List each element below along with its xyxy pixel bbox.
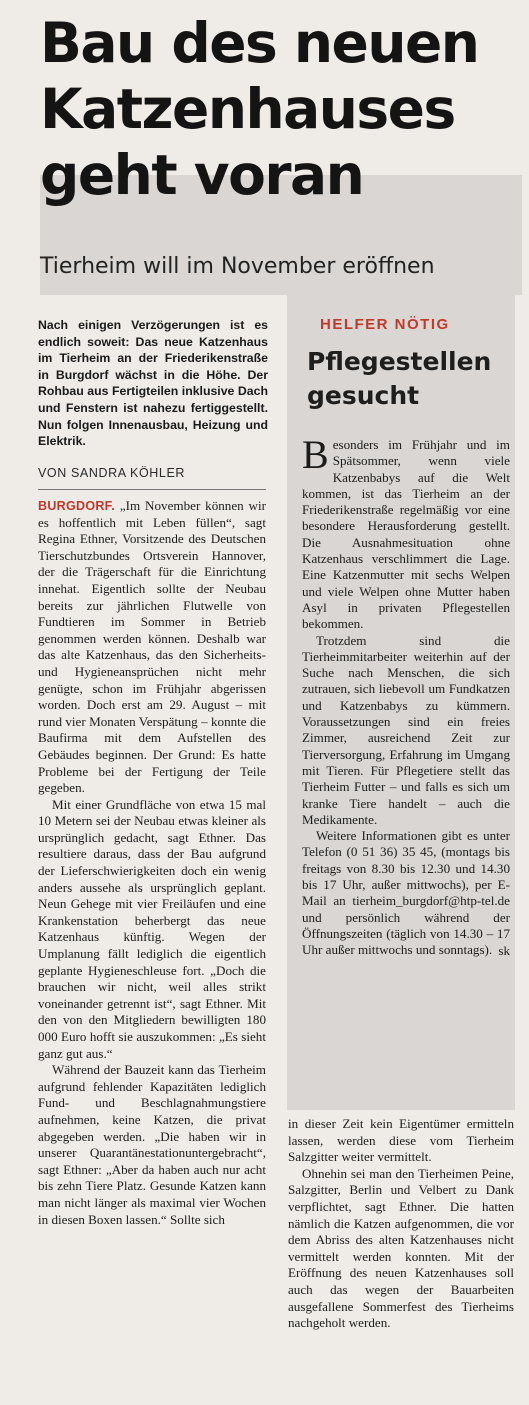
sidebar-text (302, 432, 510, 959)
sidebar-title (307, 345, 507, 413)
article-paragraph: in dieser Zeit kein Eigentümer ermitteln lassen, werden diese vom Tierheim Salzgitter weiter vermittelt. (288, 1116, 514, 1165)
paragraph-text: „Im November können wir es hoffentlich mit Leben füllen“, sagt Regina Ethner, Vorsitzende des Deutschen Tierschutzbundes Ortsverein Hannover, der die Trägerschaft für die Einrichtung innehat. Eigentlich sollte der Neubau bereits zur jährlichen Flutwelle von Fundtieren im Sommer in Betrieb genommen werden können. Deshalb war das alte Katzenhaus, das den Sicherheits- und Hygieneansprüchen nicht mehr genügte, schon im Frühjahr abgerissen worden. Doch erst am 29. August – mit rund vier Monaten Verspätung – konnte die Baufirma mit dem Aufstellen des Gebäudes beginnen. Der Grund: Es hatte Probleme bei der Fertigung der Teile gegeben. (38, 498, 266, 796)
headline-line: Katzenhauses (40, 77, 455, 141)
author-signature: sk (498, 942, 510, 958)
dateline: BURGDORF. (38, 499, 116, 513)
paragraph-text: esonders im Frühjahr und im Spätsommer, wenn viele Katzenbabys auf die Welt kommen, ist das Tierheim an der Friederikenstraße regelmäßig vor eine besondere Herausforderung gestellt. Die Ausnahmesituation ohne Katzenhaus verschlimmert die Lage. Eine Katzenmutter mit sechs Welpen und viele Welpen ohne Mutter haben Asyl in privaten Pflegestellen bekommen. (302, 437, 510, 632)
byline: VON SANDRA KÖHLER (38, 466, 186, 480)
sidebar-paragraph: Trotzdem sind die Tierheimmitarbeiter weiterhin auf der Suche nach Menschen, die sich zutrauen, sich liebevoll um Fundkatzen und Katzenbabys zu kümmern. Voraussetzungen sind ein freies Zimmer, ausreichend Zeit zur Tierversorgung, Erfahrung im Umgang mit Tieren. Für Pflegetiere stellt das Tierheim Futter – und falls es sich um kranke Tiere handelt – auch die Medikamente. (302, 632, 510, 827)
subheadline: Tierheim will im November eröffnen (40, 254, 435, 279)
article-paragraph: Mit einer Grundfläche von etwa 15 mal 10 Metern sei der Neubau etwas kleiner als ursprünglich gedacht, sagt Ethner. Das resultiere daraus, dass der Bau aufgrund der Lieferschwierigkeiten doch ein wenig anders aussehe als ursprünglich geplant. Neun Gehege mit vier Freiläufen und eine Krankenstation beherbergt das neue Katzenhaus künftig. Wegen der Umplanung fällt lediglich die eigentlich geplante Hygieneschleuse fort. „Doch die brauchen wir nicht, weil alles strikt voneinander getrennt ist“, sagt Ethner. Mit den von den Mitgliedern bewilligten 180 000 Euro hofft sie auszukommen: „Es sieht ganz gut aus.“ (38, 796, 266, 1061)
sidebar-kicker: HELFER NÖTIG (320, 316, 450, 333)
sidebar-paragraph (302, 432, 510, 633)
sidebar-title-line: Pflegestellen (307, 347, 492, 376)
article-paragraph: Ohnehin sei man den Tierheimen Peine, Salzgitter, Berlin und Velbert zu Dank verpflichtet, sagt Ethner. Die hatten nämlich die Katzen aufgenommen, die vor dem Abriss des alten Katzenhauses nicht vermittelt werden konnten. Mit der Eröffnung des neuen Katzenhauses soll auch das wegen der Bauarbeiten ausgefallene Sommerfest des Tierheims nachgeholt werden. (288, 1165, 514, 1331)
headline-line: Bau des neuen (40, 11, 479, 75)
article-column-2 (288, 1116, 514, 1332)
drop-cap: B (302, 432, 329, 477)
article-paragraph: Während der Bauzeit kann das Tierheim aufgrund fehlender Kapazitäten lediglich Fund- und Beschlagnahmungstiere aufnehmen, keine Katzen, die privat abgegeben werden. „Die haben wir in unserer Quarantänestationuntergebracht“, sagt Ethner: „Aber da haben auch nur acht bis zehn Tiere Platz. Gesunde Katzen kann man nicht länger als maximal vier Wochen in diesen Boxen lassen.“ Sollte sich (38, 1062, 266, 1227)
article-intro: Nach einigen Verzögerungen ist es endlich soweit: Das neue Katzenhaus im Tierheim an der Friederikenstraße in Burgdorf wächst in die Höhe. Der Rohbau aus Fertigteilen inklusive Dach und Fenstern ist nahezu fertiggestellt. Nun folgen Innenausbau, Heizung und Elektrik. (38, 318, 268, 449)
headline-line: geht voran (40, 143, 364, 207)
article-column-1 (38, 498, 266, 1228)
article-paragraph (38, 498, 266, 797)
headline (40, 10, 520, 208)
divider (38, 489, 266, 490)
sidebar-paragraph: Weitere Informationen gibt es unter Telefon (0 51 36) 35 45, (montags bis freitags von 8.30 bis 12.30 und 14.30 bis 17 Uhr, außer mittwochs), per E-Mail an tierheim_burgdorf@htp-tel.de und persönlich während der Öffnungszeiten (täglich von 14.30 – 17 Uhr außer mittwochs und sonntags). (302, 828, 510, 958)
sidebar-title-line: gesucht (307, 381, 420, 410)
